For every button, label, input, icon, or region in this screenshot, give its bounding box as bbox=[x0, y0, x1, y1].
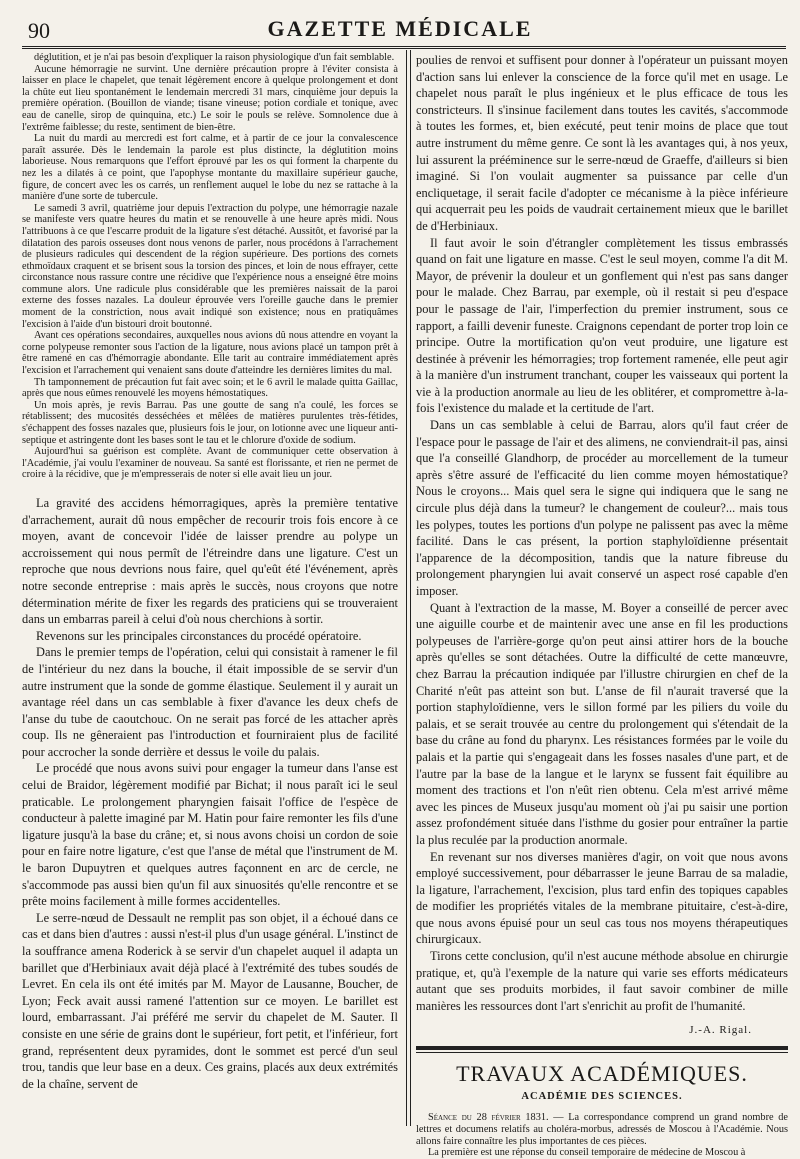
right-column bbox=[416, 52, 788, 1159]
paragraph: Le samedi 3 avril, quatrième jour depuis l'extraction du polype, une hémorragie nazale se manifeste vers quatre heures du matin et se renouvelle à une heure après midi. Nous l'attribuons à ce que l'escarre produit de la ligature s'est détaché. Aussitôt, et favorisé par la dilatation des parois osseuses dont nous venons de parler, nous procédons à l'arrachement de plusieurs radicules qui descendent de la région supérieure. Des portions des cornets ethmoïdaux craquent et se brisent sous la torsion des pinces, et loin de nous effrayer, cette circonstance nous rassure contre une récidive que l'expérience nous a enseigné être moins commune alors. Une radicule plus considérable que les premières naissait de la paroi externe des fosses nazales. La douleur éprouvée vers l'oreille gauche dans le premier moment de la constriction, nous avait indiqué son existence; nous en pratiquâmes l'excision à l'aide d'un bistouri droit boutonné. bbox=[22, 202, 398, 330]
left-column bbox=[22, 52, 398, 1124]
paragraph: Dans le premier temps de l'opération, celui qui consistait à ramener le fil de l'intérieur du nez dans la bouche, il était impossible de se servir d'un autre instrument que la sonde de gomme élastique. Seulement il y aurait un avantage réel dans un cas semblable à fixer d'avance les deux chefs de l'anse du tube de caoutchouc. On ne serait pas forcé de les attacher après coup. Ils ne gêneraient pas l'introduction et fourniraient plus de facilité pour accrocher la sonde derrière et dessus le voile du palais. bbox=[22, 645, 398, 759]
session-text: — La correspondance comprend un grand nombre de lettres et documens relatifs au choléra-morbus, adressés de Moscou à l'Académie. Nous allons faire connaître les plus importantes de ces pièces. bbox=[416, 1112, 788, 1147]
paragraph: Quant à l'extraction de la masse, M. Boyer a conseillé de percer avec une aiguille courbe et de maintenir avec une anse en fil les productions polypeuses de l'arrière-gorge qu'on peut ainsi attirer hors de la bouche après qu'elles se sont détachées. Outre la difficulté de cette manœuvre, chez Barrau la précaution indiquée par l'illustre chirurgien en chef de la Charité n'eût pas atteint son but. L'anse de fil n'aurait traversé que la portion staphyloïdienne, vers le sillon formé par les piliers du voile du palais, et se serait trouvée au centre du prolongement qui s'étendait de la base du crâne au fond du pharynx. Les résistances formées par le voile du palais et la partie qui s'engageait dans les fosses nasales d'une part, et de l'autre par la base de la langue et le larynx se fussent fait équilibre au moment des tractions et l'on n'eût rien obtenu. Cela m'est arrivé même avec les pinces de Museux jusqu'au moment où j'ai pu saisir une portion assez profondément située dans l'isthme du gosier pour entraîner la partie la plus reculée par la production anormale. bbox=[416, 600, 788, 847]
paragraph: Aucune hémorragie ne survint. Une dernière précaution propre à l'éviter consista à laisser en place le chapelet, que tenait légèrement encore à quelque prolongement et dont la chûte eut lieu spontanément le lendemain mercredi 31 mars, cinquième jour depuis la première opération. (Bouillon de viande; tisane vineuse; potion cordiale et tonique, avec eau de canelle, sirop de quinquina, etc.) Le soir le pouls se relève. Somnolence due à l'extrême faiblesse; du reste, sentiment de bien-être. bbox=[22, 63, 398, 133]
section-rule bbox=[416, 1046, 788, 1050]
paragraph: La première est une réponse du conseil temporaire de médecine de Moscou à bbox=[428, 1147, 746, 1159]
paragraph: Aujourd'hui sa guérison est complète. Avant de communiquer cette observation à l'Académie, j'ai voulu l'examiner de nouveau. Sa santé est florissante, et rien ne permet de croire à la récidive, que je m'empresserais de noter si elle avait lieu un jour. bbox=[22, 446, 398, 481]
paragraph: Dans un cas semblable à celui de Barrau, alors qu'il faut créer de l'espace pour le passage de l'air et des alimens, ne conviendrait-il pas, ainsi que l'a conseillé Glandhorp, de procéder au morcellement de la tumeur après s'être assuré de l'efficacité du lien comme moyen hémostatique? Nous le croyons... Mais quel sera le signe qui indiquera que le sang ne circule plus déjà dans la tumeur? le changement de couleur?... mais tous les polypes, toutes les portions d'un polype ne palissent pas avec la même facilité. Dans le cas présent, la portion staphyloïdienne présentait l'apparence de la décomposition, tandis que la nature fibreuse du prolongement pharyngien lui avait conservé un aspect rosé capable d'en imposer. bbox=[416, 418, 788, 598]
section-rule-thin bbox=[416, 1052, 788, 1053]
paragraph: En revenant sur nos diverses manières d'agir, on voit que nous avons employé successivement, pour débarrasser le jeune Barrau de sa maladie, la ligature, l'arrachement, l'excision, plus tard enfin des topiques capables de modifier les propriétés vitales de la membrane pituitaire, c'est-à-dire, que nous avons épuisé pour un seul cas tous nos moyens thérapeutiques chirurgicaux. bbox=[416, 849, 788, 947]
paragraph: déglutition, et je n'ai pas besoin d'expliquer la raison physiologique d'un fait semblable. bbox=[34, 52, 395, 63]
section-title: TRAVAUX ACADÉMIQUES. bbox=[456, 1061, 748, 1087]
session-label: Séance du 28 février 1831. bbox=[428, 1112, 549, 1124]
paragraph bbox=[416, 1112, 788, 1147]
paragraph: Th tamponnement de précaution fut fait avec soin; et le 6 avril le malade quitta Gaillac, après que nous eûmes renouvelé les moyens hémostatiques. bbox=[22, 376, 398, 400]
masthead-title: GAZETTE MÉDICALE bbox=[267, 16, 533, 41]
paragraph: Il faut avoir le soin d'étrangler complètement les tissus embrassés quand on fait une ligature en masse. C'est le seul moyen, comme l'a dit M. Mayor, de prévenir la douleur et un gonflement qui n'est pas sans danger pour le malade. Chez Barrau, par exemple, où il restait si peu d'espace pour le passage de l'air, l'imperfection du premier instrument, sous ce rapport, a failli devenir funeste. Craignons cependant de porter trop loin ce principe. Outre la mortification qu'on veut produire, une ligature est destinée à prévenir les hémorragies; trop fortement ramenée, elle peut agir à la manière d'un instrument tranchant, couper les vaisseaux qui portent la vie à la production anormale au lieu de les oblitérer, et compromettre à-la-fois l'existence du malade et la certitude de l'art. bbox=[416, 235, 788, 416]
paragraph: Revenons sur les principales circonstances du procédé opératoire. bbox=[36, 628, 362, 643]
column-divider bbox=[406, 50, 411, 1126]
commentary-continued bbox=[416, 52, 788, 1014]
paragraph: poulies de renvoi et suffisent pour donner à l'opérateur un puissant moyen d'action sans lui enlever la conscience de la force qu'il met en usage. Le chapelet nous paraît le plus ingénieux et le plus efficace de tous les constricteurs. Il s'insinue facilement dans toutes les cavités, s'accommode à toutes les formes, et, bien exécuté, peut tenir moins de place que tout autre instrument du même genre. Ce sont là les avantages qui, à nos yeux, lui assurent la prééminence sur le serre-nœud de Graeffe, d'ailleurs si bien imaginé. Si l'on voulait augmenter sa puissance par celle d'un encliquetage, il serait facile d'adopter ce mécanisme à la pièce inférieure qui acquerrait peu les poids de vaudrait certainement mieux que le barillet de d'Herbiniaux. bbox=[416, 53, 788, 233]
paragraph: Le procédé que nous avons suivi pour engager la tumeur dans l'anse est celui de Braidor, légèrement modifié par Bichat; il nous paraît ici le seul praticable. Le prolongement pharyngien faisait l'office de l'espèce de conducteur à palette imaginé par M. Hatin pour faire remonter les fils d'une ligature jusqu'à la base du crâne; et, si nous avons choisi un cordon de soie pour en faire notre ligature, c'est que l'anse de métal que l'instrument de M. le baron Dupuytren et quelques autres façonnent en arc de cercle, ne s'accommode pas aussi bien qu'un fil aux sinuosités qu'elle rencontre et se prête moins facilement à mille formes accidentelles. bbox=[22, 761, 398, 909]
paragraph: Tirons cette conclusion, qu'il n'est aucune méthode absolue en chirurgie pratique, et, qu'à l'exemple de la nature qui varie ses efforts médicateurs autant que ses produits morbides, il faut savoir combiner de mille manières les ressources dont l'art s'enrichit au profit de l'humanité. bbox=[416, 949, 788, 1013]
academy-session-report bbox=[416, 1112, 788, 1158]
paragraph: La nuit du mardi au mercredi est fort calme, et à partir de ce jour la convalescence paraît assurée. Dès le lendemain la parole est plus distincte, la déglutition moins laborieuse. Nous remarquons que l'effort éprouvé par les os qui forment la charpente du nez les a dilatés à ce point, que l'apophyse montante du maxillaire supérieur gauche, figure, de concert avec les os carrés, un renflement auquel le lobe du nez se rattache à la manière d'une sorte de tubercule. bbox=[22, 133, 398, 203]
paragraph: Avant ces opérations secondaires, auxquelles nous avions dû nous attendre en voyant la corne polypeuse remonter sous l'action de la ligature, nous avions placé un tampon prêt à être ramené en cas d'hémorragie abondante. Elle tarit au contraire immédiatement après l'excision et l'arrachement qui venaient sans doute d'atteindre les dernières limites du mal. bbox=[22, 330, 398, 377]
author-signature: J.-A. Rigal. bbox=[689, 1024, 752, 1037]
page-number: 90 bbox=[28, 18, 50, 43]
section-subtitle: ACADÉMIE DES SCIENCES. bbox=[521, 1091, 683, 1103]
header-rule bbox=[22, 46, 786, 49]
paragraph: La gravité des accidens hémorragiques, après la première tentative d'arrachement, aurait dû nous empêcher de recourir trois fois encore à ce moyen, avant de concevoir l'idée de laisser prendre au polype un accroissement qui nous permît de l'étreindre dans une ligature. C'est un reproche que nous devrions nous faire, quel qu'eût été l'événement, après notre seconde entreprise : mais après le succès, nous croyons que notre détermination mérite de fixer les regards des praticiens qui se trouveraient dans un embarras pareil à celui d'où nous cherchions à sortir. bbox=[22, 495, 398, 627]
paragraph: Un mois après, je revis Barrau. Pas une goutte de sang n'a coulé, les forces se rétablissent; des mucosités desséchées et mêlées de matières purulentes très-fétides, s'échappent des fosses nazales que, plusieurs fois le jour, on lotionne avec une liqueur anti-septique et astringente dont les bases sont le tau et le chlorure d'oxide de sodium. bbox=[22, 399, 398, 446]
case-report-small-print bbox=[22, 52, 398, 481]
paragraph: Le serre-nœud de Dessault ne remplit pas son objet, il a échoué dans ce cas et dans bien d'autres : aussi n'est-il plus d'un usage général. L'instinct de la souffrance amena Roderick à se servir d'un chapelet auquel il adapta un barillet que d'Herbiniaux avait déjà placé à l'extrémité des tubes soudés de Levret. En cela ils ont été imités par M. Mayor de Lausanne, Boucher, de Lyon; Feck avait aussi ramené l'attention sur ce moyen. Le barillet est lourd, embarrassant. J'ai préféré me servir du chapelet de M. Sauter. Il consiste en une série de grains dont le supérieur, fort petit, et l'inférieur, fort grand, représentent deux pyramides, dont le sommet est percé d'un seul trou, tandis que leur base en a deux. Ces grains, placés aux deux extrémités de la chaîne, servent de bbox=[22, 910, 398, 1091]
commentary-text bbox=[22, 495, 398, 1092]
